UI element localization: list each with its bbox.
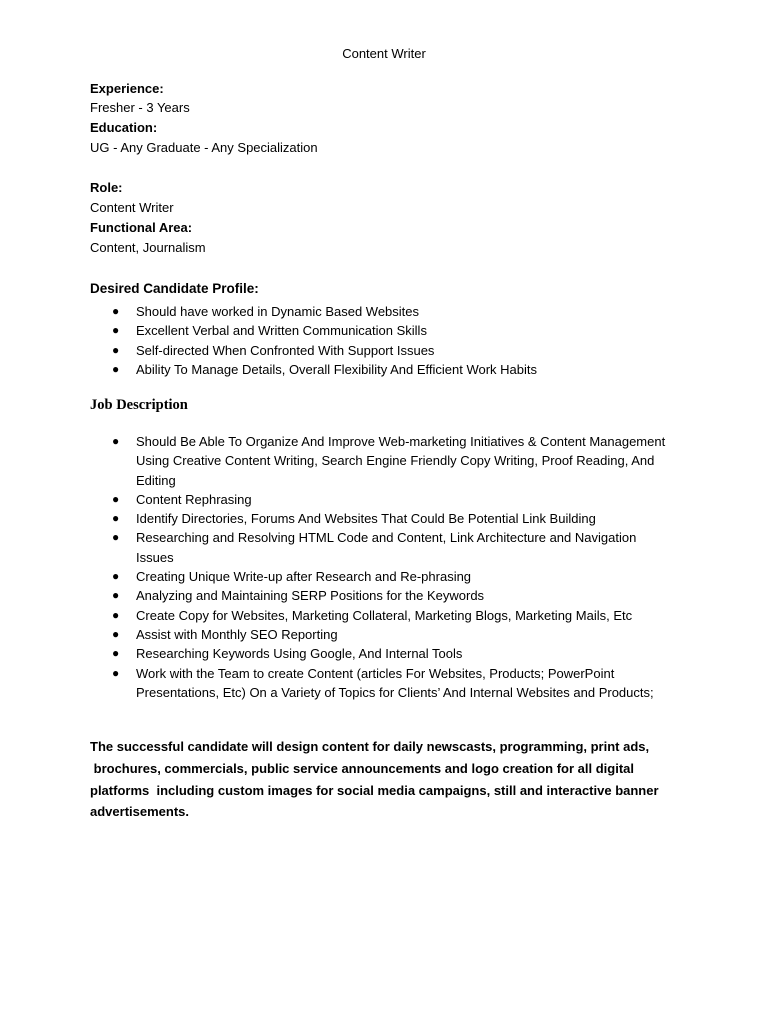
bullet-icon: ● — [112, 569, 120, 584]
list-item — [0, 625, 676, 644]
education-label: Education: — [90, 120, 158, 135]
experience-value: Fresher - 3 Years — [90, 100, 190, 115]
list-item — [0, 432, 676, 490]
role-value: Content Writer — [90, 200, 174, 215]
list-item-text: Analyzing and Maintaining SERP Positions for the Keywords — [136, 588, 485, 604]
functional-area-label: Functional Area: — [90, 220, 193, 235]
bullet-icon: ● — [112, 607, 120, 622]
list-item-text: Creating Unique Write-up after Research and Re-phrasing — [136, 569, 472, 585]
profile-list — [0, 302, 676, 379]
functional-area-value: Content, Journalism — [90, 240, 206, 255]
list-item-text: Self-directed When Confronted With Support Issues — [136, 342, 435, 358]
education-value: UG - Any Graduate - Any Specialization — [90, 140, 318, 155]
list-item-text: Excellent Verbal and Written Communication Skills — [136, 323, 427, 339]
list-item-text: Should have worked in Dynamic Based Websites — [136, 304, 420, 319]
bullet-icon: ● — [112, 511, 120, 526]
bullet-icon: ● — [112, 342, 120, 357]
bullet-icon: ● — [112, 665, 120, 680]
list-item-text: Should Be Able To Organize And Improve Web-marketing Initiatives & Content Management Using Creative Content Writing, Search Engine Friendly Copy Writing, Proof Reading, And Editing — [136, 434, 666, 488]
bullet-icon: ● — [112, 304, 120, 318]
list-item-text: Content Rephrasing — [136, 491, 252, 507]
role-label: Role: — [90, 180, 123, 195]
list-item — [0, 664, 676, 703]
bullet-icon: ● — [112, 434, 120, 448]
bullet-icon: ● — [112, 626, 120, 641]
bullet-icon: ● — [112, 530, 120, 545]
experience-label: Experience: — [90, 81, 164, 96]
list-item — [0, 567, 676, 586]
list-item-text: Identify Directories, Forums And Websites That Could Be Potential Link Building — [136, 511, 596, 527]
list-item — [0, 321, 676, 340]
bullet-icon: ● — [112, 588, 120, 603]
closing-paragraph: The successful candidate will design content for daily newscasts, programming, print ads, brochures, commercials, public service announcements and logo creation for all digital platforms including custom images for social media campaigns, still and interactive banner advertisements. — [90, 739, 659, 820]
list-item — [0, 341, 676, 360]
list-item — [0, 302, 676, 321]
bullet-icon: ● — [112, 361, 120, 376]
list-item-text: Work with the Team to create Content (articles For Websites, Products; PowerPoint Presentations, Etc) On a Variety of Topics for Clients’ And Internal Websites and Products; — [136, 665, 654, 700]
job-description-list — [0, 432, 676, 702]
list-item — [0, 528, 676, 567]
list-item — [0, 509, 676, 528]
list-item — [0, 606, 676, 625]
list-item-text: Create Copy for Websites, Marketing Collateral, Marketing Blogs, Marketing Mails, Etc — [136, 607, 633, 623]
list-item-text: Researching Keywords Using Google, And Internal Tools — [136, 646, 463, 662]
list-item — [0, 490, 676, 509]
bullet-icon: ● — [112, 646, 120, 661]
document-title: Content Writer — [342, 46, 426, 61]
list-item — [0, 360, 676, 379]
job-description-heading: Job Description — [90, 397, 188, 413]
bullet-icon: ● — [112, 323, 120, 338]
list-item-text: Assist with Monthly SEO Reporting — [136, 626, 338, 642]
list-item-text: Ability To Manage Details, Overall Flexibility And Efficient Work Habits — [136, 361, 538, 377]
list-item — [0, 586, 676, 605]
bullet-icon: ● — [112, 491, 120, 506]
profile-heading: Desired Candidate Profile: — [90, 281, 259, 296]
list-item — [0, 644, 676, 663]
list-item-text: Researching and Resolving HTML Code and Content, Link Architecture and Navigation Issues — [136, 530, 637, 565]
